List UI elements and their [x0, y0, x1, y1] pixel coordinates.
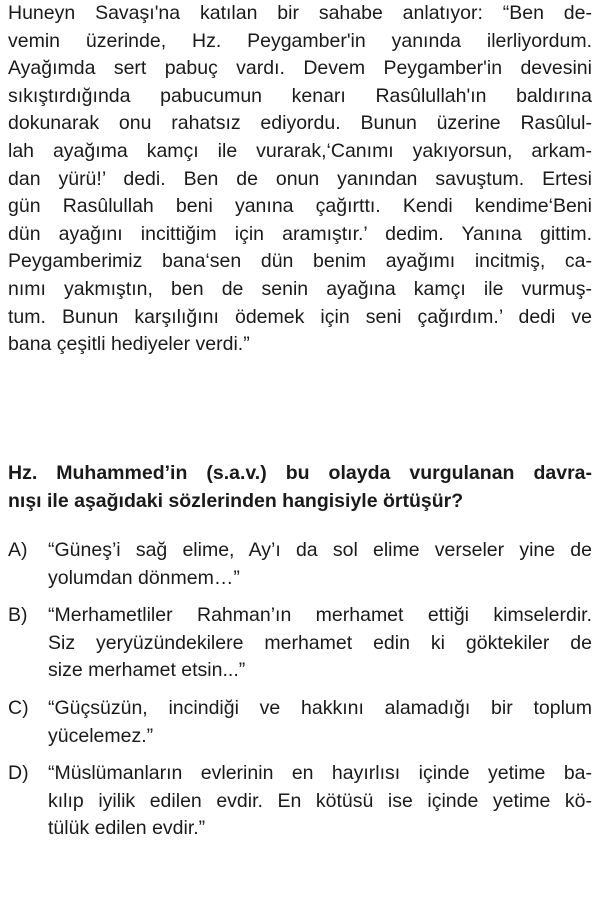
option-line: tülük edilen evdir.” — [48, 817, 206, 840]
passage-line: vemin üzerinde, Hz. Peygamber'in yanında ilerliyordum. — [8, 29, 592, 52]
option-line: size merhamet etsin...” — [48, 659, 246, 682]
passage-line: Ayağımda sert pabuç vardı. Devem Peygamber'in devesini — [8, 57, 592, 80]
question-line: nışı ile aşağıdaki sözlerinden hangisiyle örtüşür? — [8, 489, 464, 512]
option-letter: B) — [8, 604, 28, 627]
option-text — [48, 602, 592, 685]
passage-line: Peygamberimiz bana‘sen dün benim ayağımı incitmiş, ca- — [8, 250, 592, 273]
answer-options — [8, 537, 592, 843]
option-d[interactable] — [8, 760, 592, 843]
option-text — [48, 695, 592, 750]
option-line: “Merhametliler Rahman’ın merhamet ettiği kimselerdir. — [48, 604, 592, 627]
option-letter: C) — [8, 696, 29, 719]
option-c[interactable] — [8, 695, 592, 750]
option-line: Siz yeryüzündekilere merhamet edin ki göktekiler de — [48, 631, 592, 654]
passage-line: dan yürü!’ dedi. Ben de onun yanından savuştum. Ertesi — [8, 167, 592, 190]
option-line: yolumdan dönmem…” — [48, 566, 240, 589]
passage-line: gün Rasûlullah beni yanına çağırttı. Kendi kendime‘Beni — [8, 195, 592, 218]
option-line: “Güçsüzün, incindiği ve hakkını alamadığı bir toplum — [48, 696, 592, 719]
passage-line: lah ayağıma kamçı ile vurarak,‘Canımı yakıyorsun, arkam- — [8, 139, 592, 162]
passage-line: dün ayağını incittiğim için aramıştır.’ dedim. Yanına gittim. — [8, 222, 592, 245]
option-line: “Güneş’i sağ elime, Ay’ı da sol elime verseler yine de — [48, 539, 592, 561]
option-line: yücelemez.” — [48, 724, 154, 747]
option-letter: D) — [8, 762, 29, 785]
passage-line: tum. Bunun karşılığını ödemek için seni çağırdım.’ dedi ve — [8, 305, 592, 328]
option-line: kılıp iyilik edilen evdir. En kötüsü ise içinde yetime kö- — [48, 789, 592, 812]
question-stem — [8, 460, 592, 515]
passage-line: bana çeşitli hediyeler verdi.” — [8, 333, 250, 356]
passage-line: Huneyn Savaşı'na katılan bir sahabe anlatıyor: “Ben de- — [8, 2, 592, 24]
passage-line: sıkıştırdığında pabucumun kenarı Rasûlullah'ın baldırına — [8, 84, 592, 107]
option-line: “Müslümanların evlerinin en hayırlısı içinde yetime ba- — [48, 762, 592, 785]
option-a[interactable] — [8, 537, 592, 592]
passage-line: nımı yakmıştın, ben de senin ayağına kamçı ile vurmuş- — [8, 277, 592, 300]
question-line: Hz. Muhammed’in (s.a.v.) bu olayda vurgulanan davra- — [8, 462, 592, 484]
option-b[interactable] — [8, 602, 592, 685]
option-text — [48, 537, 592, 592]
story-passage — [8, 0, 592, 359]
option-letter: A) — [8, 539, 28, 561]
option-text — [48, 760, 592, 843]
passage-line: dokunarak onu rahatsız ediyordu. Bunun üzerine Rasûlul- — [8, 112, 592, 135]
